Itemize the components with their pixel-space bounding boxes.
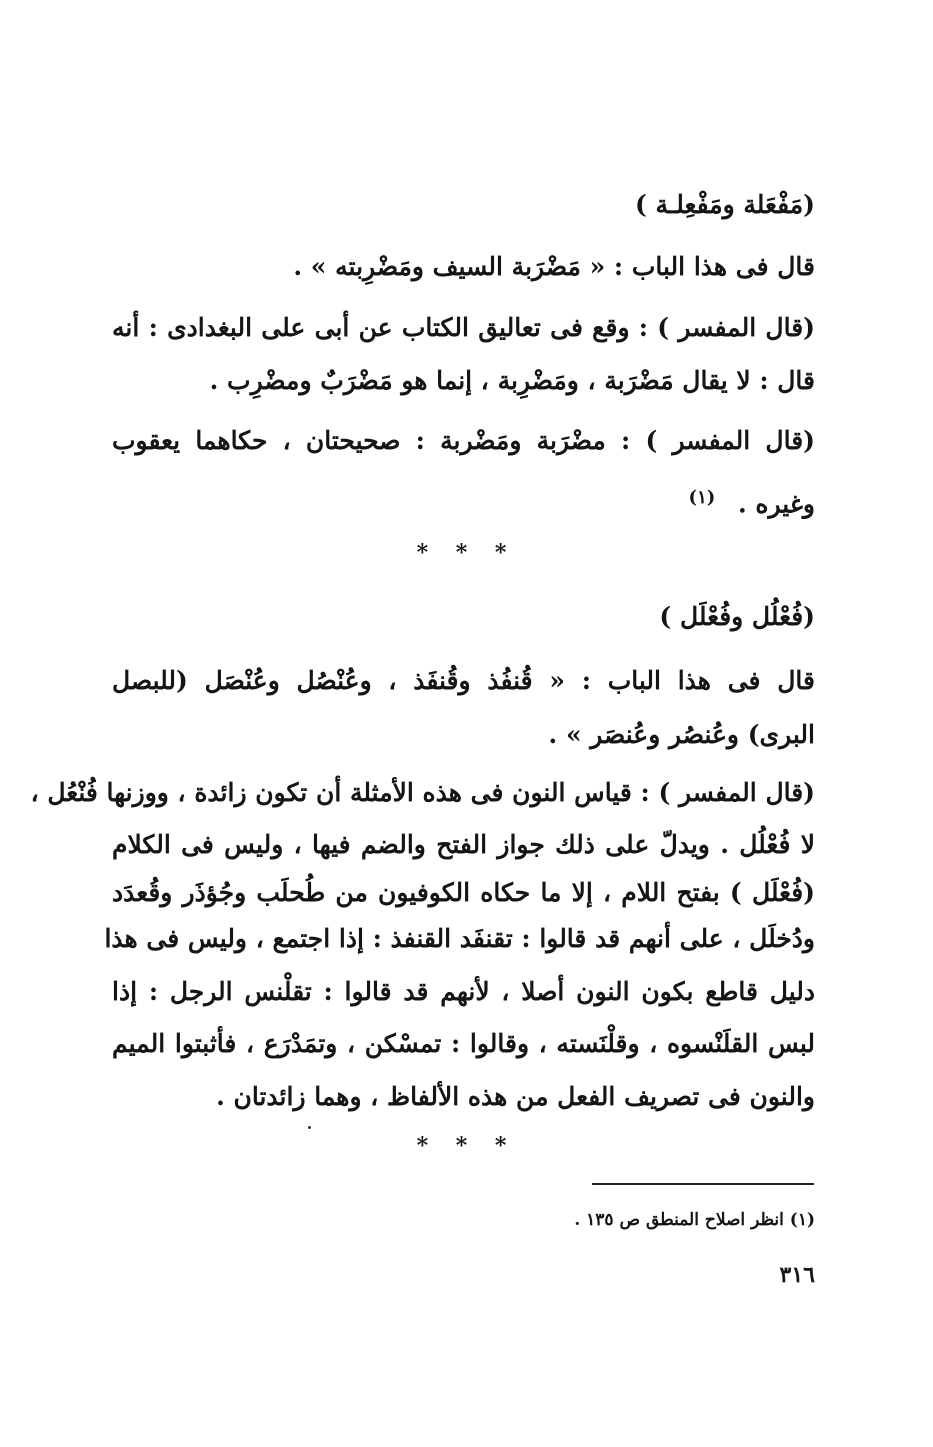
footnote-text: (١) انظر اصلاح المنطق ص ١٣٥ . — [574, 1210, 815, 1230]
paragraph-line: قال فى هذا الباب : « قُنفُذ وقُنفَذ ، وعُنْصُل وعُنْصَل (للبصل — [112, 666, 815, 695]
paragraph-line: (قال المفسر ) : مضْرَبة ومَضْربة : صحيحتان ، حكاهما يعقوب — [112, 426, 815, 455]
section-heading: (مَفْعَلة ومَفْعِلـة ) — [634, 190, 815, 219]
ink-speck — [308, 1126, 311, 1129]
paragraph-text: وغيره . — [738, 489, 815, 519]
paragraph-line: لبس القلَنْسوه ، وقلْنَسته ، وقالوا : تمسْكن ، وتمَدْرَع ، فأثبتوا الميم — [112, 1029, 815, 1058]
footnote-reference: (١) — [688, 487, 716, 508]
paragraph-line: والنون فى تصريف الفعل من هذه الألفاظ ، وهما زائدتان . — [216, 1082, 815, 1111]
footnote-rule — [592, 1183, 814, 1185]
paragraph-line: البرى) وعُنصُر وعُنصَر » . — [548, 720, 815, 749]
section-separator: * * * — [416, 540, 517, 566]
paragraph-line: قال فى هذا الباب : « مَضْرَبة السيف ومَضْرِبته » . — [293, 252, 815, 281]
paragraph-line: لا فُعْلُل . ويدلّ على ذلك جواز الفتح والضم فيها ، وليس فى الكلام — [112, 830, 815, 859]
section-separator: * * * — [416, 1133, 517, 1159]
paragraph-line: (قال المفسر ) : قياس النون فى هذه الأمثلة أن تكون زائدة ، ووزنها فُنْعُل ، — [30, 778, 815, 807]
paragraph-line: قال : لا يقال مَضْرَبة ، ومَضْرِبة ، إنما هو مَضْرَبٌ ومضْرِب . — [209, 366, 815, 395]
page-number: ٣١٦ — [779, 1262, 815, 1288]
paragraph-line: (قال المفسر ) : وقع فى تعاليق الكتاب عن أبى على البغدادى : أنه — [112, 313, 815, 342]
paragraph-line: (فُعْلَل ) بفتح اللام ، إلا ما حكاه الكوفيون من طُحلَب وجُؤذَر وقُعدَد — [112, 878, 815, 907]
section-heading: (فُعْلُل وفُعْلَل ) — [659, 602, 815, 631]
paragraph-line: دليل قاطع بكون النون أصلا ، لأنهم قد قالوا : تقلْنس الرجل : إذا — [112, 977, 815, 1006]
paragraph-line — [689, 481, 815, 521]
paragraph-line: ودُخلَل ، على أنهم قد قالوا : تقنفَد القنفذ : إذا اجتمع ، وليس فى هذا — [104, 924, 815, 953]
